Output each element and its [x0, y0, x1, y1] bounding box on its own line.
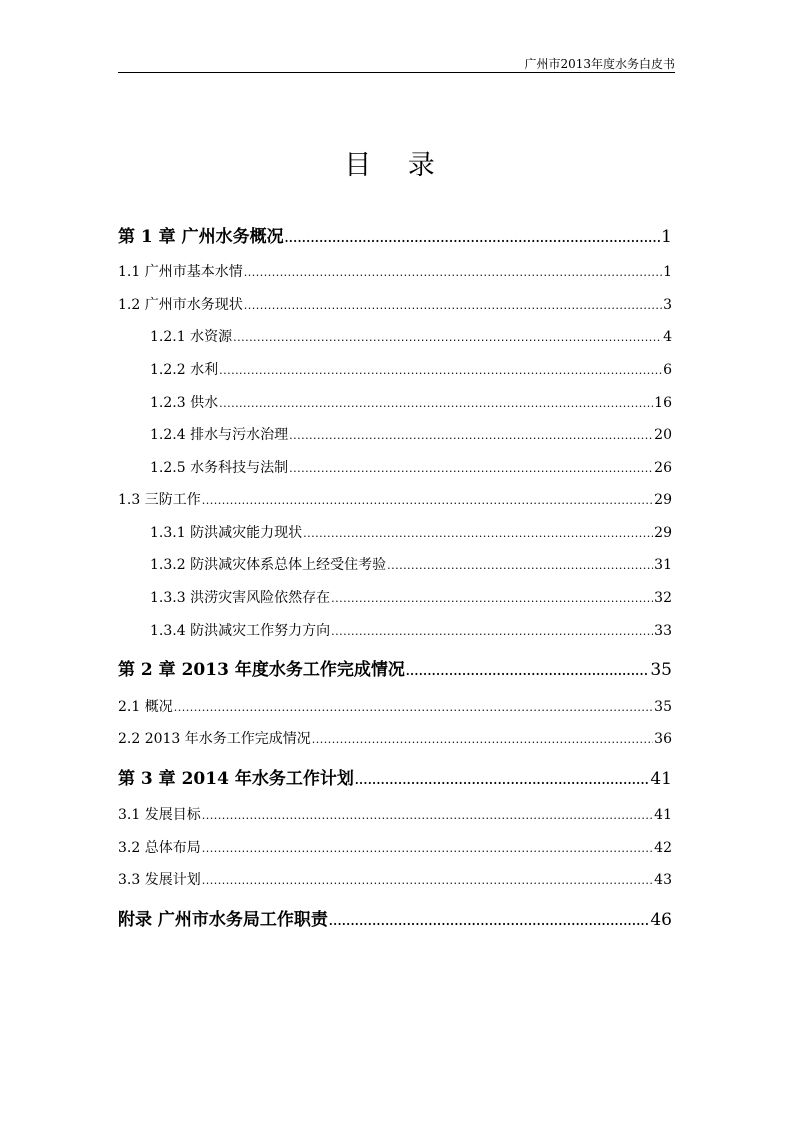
toc-page-number: 16 — [654, 395, 672, 411]
toc-leader-dots — [244, 299, 662, 312]
toc-entry-1-2-5[interactable] — [150, 457, 672, 477]
toc-entry-label: 第 3 章 2014 年水务工作计划 — [118, 769, 354, 789]
toc-entry-label: 1.1 广州市基本水情 — [118, 264, 243, 280]
toc-leader-dots — [289, 429, 653, 442]
toc-entry-label: 3.2 总体布局 — [118, 840, 201, 856]
toc-entry-1-2-4[interactable] — [150, 424, 672, 444]
toc-entry-label: 第 1 章 广州水务概况 — [118, 227, 284, 247]
toc-entry-label: 1.2.3 供水 — [150, 395, 219, 411]
toc-entry-label: 2.1 概况 — [118, 699, 173, 715]
toc-entry-label: 1.2.2 水利 — [150, 362, 219, 378]
toc-entry-1-1[interactable] — [118, 261, 672, 281]
toc-page-number: 35 — [650, 660, 672, 680]
toc-leader-dots — [312, 733, 653, 746]
toc-page-number: 29 — [654, 525, 672, 541]
toc-entry-3-3[interactable] — [118, 869, 672, 889]
toc-entry-label: 1.2.5 水务科技与法制 — [150, 460, 289, 476]
toc-leader-dots — [329, 915, 649, 928]
toc-entry-2-2[interactable] — [118, 728, 672, 748]
toc-leader-dots — [219, 364, 662, 377]
toc-page-number: 3 — [663, 297, 672, 313]
toc-page-number: 41 — [654, 807, 672, 823]
toc-entry-1-2-1[interactable] — [150, 326, 672, 346]
page-title: 目 录 — [344, 150, 449, 181]
toc-leader-dots — [285, 232, 661, 245]
toc-entry-label: 3.3 发展计划 — [118, 872, 201, 888]
toc-entry-1-3-2[interactable] — [150, 554, 672, 574]
toc-entry-chapter-2[interactable] — [118, 655, 672, 680]
toc-entry-chapter-3[interactable] — [118, 764, 672, 789]
toc-leader-dots — [406, 665, 650, 678]
toc-leader-dots — [355, 774, 650, 787]
toc-entry-2-1[interactable] — [118, 696, 672, 716]
toc-page-number: 20 — [654, 427, 672, 443]
toc-page-number: 4 — [663, 329, 672, 345]
toc-leader-dots — [289, 462, 653, 475]
toc-leader-dots — [244, 266, 662, 279]
toc-entry-label: 1.3.3 洪涝灾害风险依然存在 — [150, 590, 331, 606]
toc-leader-dots — [174, 701, 653, 714]
toc-page-number: 33 — [654, 623, 672, 639]
toc-page-number: 42 — [654, 840, 672, 856]
toc-entry-label: 1.3.1 防洪减灾能力现状 — [150, 525, 303, 541]
toc-page-number: 36 — [654, 731, 672, 747]
toc-leader-dots — [202, 842, 653, 855]
toc-page-number: 26 — [654, 460, 672, 476]
toc-leader-dots — [202, 809, 653, 822]
toc-entry-label: 附录 广州市水务局工作职责 — [118, 910, 328, 930]
toc-entry-1-2-3[interactable] — [150, 392, 672, 412]
toc-page-number: 6 — [663, 362, 672, 378]
toc-page-number: 31 — [654, 557, 672, 573]
toc-page-number: 41 — [650, 769, 672, 789]
toc-leader-dots — [331, 592, 653, 605]
toc-leader-dots — [202, 494, 653, 507]
toc-leader-dots — [233, 331, 662, 344]
toc-entry-appendix[interactable] — [118, 905, 672, 930]
toc-entry-label: 1.2.1 水资源 — [150, 329, 233, 345]
toc-leader-dots — [387, 559, 653, 572]
toc-page-number: 1 — [661, 227, 672, 247]
toc-page-number: 46 — [650, 910, 672, 930]
toc-leader-dots — [303, 527, 653, 540]
toc-entry-3-2[interactable] — [118, 837, 672, 857]
toc-page-number: 29 — [654, 492, 672, 508]
toc-entry-chapter-1[interactable] — [118, 222, 672, 247]
toc-entry-label: 1.3 三防工作 — [118, 492, 201, 508]
running-header: 广州市2013年度水务白皮书 — [524, 57, 675, 71]
toc-entry-1-3-1[interactable] — [150, 522, 672, 542]
toc-entry-1-2-2[interactable] — [150, 359, 672, 379]
toc-page-number: 1 — [663, 264, 672, 280]
toc-entry-label: 1.3.2 防洪减灾体系总体上经受住考验 — [150, 557, 387, 573]
toc-entry-1-2[interactable] — [118, 294, 672, 314]
toc-page-number: 43 — [654, 872, 672, 888]
toc-entry-3-1[interactable] — [118, 804, 672, 824]
toc-page-number: 35 — [654, 699, 672, 715]
toc-entry-1-3-4[interactable] — [150, 620, 672, 640]
toc-entry-label: 1.3.4 防洪减灾工作努力方向 — [150, 623, 331, 639]
toc-entry-label: 第 2 章 2013 年度水务工作完成情况 — [118, 660, 405, 680]
toc-entry-label: 2.2 2013 年水务工作完成情况 — [118, 731, 311, 747]
toc-entry-1-3[interactable] — [118, 489, 672, 509]
toc-leader-dots — [219, 397, 653, 410]
toc-entry-1-3-3[interactable] — [150, 587, 672, 607]
toc-entry-label: 1.2.4 排水与污水治理 — [150, 427, 289, 443]
toc-leader-dots — [202, 874, 653, 887]
toc-entry-label: 1.2 广州市水务现状 — [118, 297, 243, 313]
toc-leader-dots — [331, 625, 653, 638]
toc-entry-label: 3.1 发展目标 — [118, 807, 201, 823]
toc-page-number: 32 — [654, 590, 672, 606]
